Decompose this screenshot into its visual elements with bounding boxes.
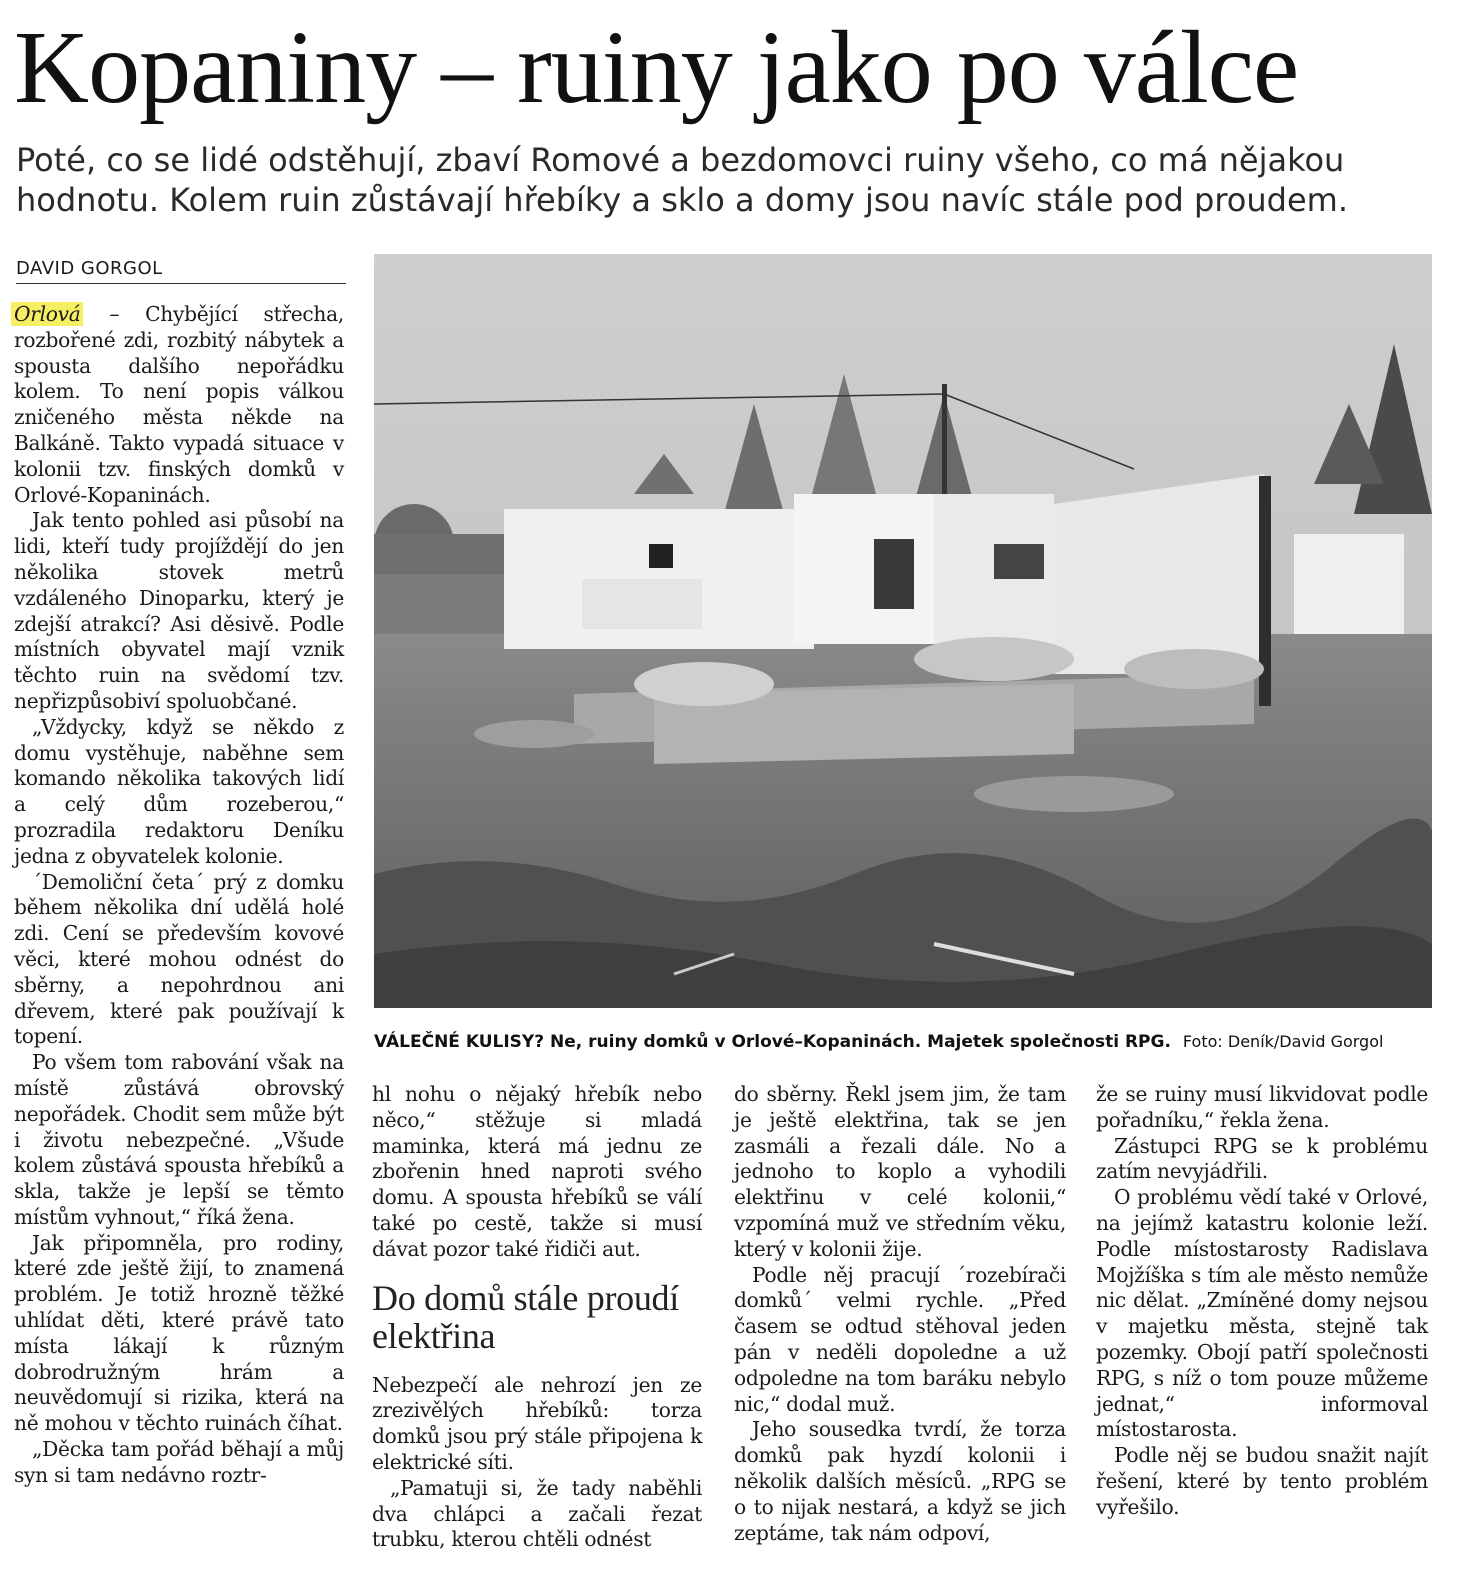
paragraph: Jak připomněla, pro rodiny, které zde ještě žijí, to znamená problém. Je totiž hrozně těžké uhlídat děti, které právě tato místa lákají k různým dobrodružným hrám a neuvědomují si rizika, která na ně mohou v těchto ruinách číhat.: [14, 1230, 344, 1436]
paragraph: Podle něj se budou snažit najít řešení, které by tento problém vyřešilo.: [1096, 1443, 1428, 1519]
article-column-3: [734, 1082, 1066, 1546]
caption-text: VÁLEČNÉ KULISY? Ne, ruiny domků v Orlové–Kopaninách. Majetek společnosti RPG.: [374, 1032, 1171, 1052]
paragraph: „Vždycky, když se někdo z domu vystěhuje, naběhne sem komando několika takových lidí a celý dům rozeberou,“ prozradila redaktoru Deníku jedna z obyvatelek kolonie.: [14, 714, 344, 868]
lead-paragraph: [14, 302, 344, 508]
paragraph: Jak tento pohled asi působí na lidi, kteří tudy projíždějí do jen několika stovek metrů vzdáleného Dinoparku, který je zdejší atrakcí? Asi děsivě. Podle místních obyvatel mají vznik těchto ruin na svědomí tzv. nepřizpůsobiví spoluobčané.: [14, 508, 344, 713]
subhead-line: Poté, co se lidé odstěhují, zbaví Romové a bezdomovci ruiny všeho, co má nějakou: [16, 141, 1345, 179]
ruins-photo: [374, 254, 1432, 1008]
lead-text: – Chybějící střecha, rozbořené zdi, rozbitý nábytek a spousta dalšího nepořádku kolem. To není popis válkou zničeného města někde na Balkáně. Takto vypadá situace v kolonii tzv. finských domků v Orlové-Kopaninách.: [14, 302, 344, 507]
photo-credit: Foto: Deník/David Gorgol: [1182, 1032, 1384, 1051]
byline: DAVID GORGOL: [16, 258, 346, 284]
photo-caption: [374, 1032, 1444, 1052]
article-column-1: [14, 302, 344, 1489]
paragraph: Podle něj pracují ´rozebírači domků´ velmi rychle. „Před časem se odtud stěhoval jeden pán v neděli dopoledne a už odpoledne na tom baráku nebylo nic,“ dodal muž.: [734, 1262, 1066, 1416]
paragraph: že se ruiny musí likvidovat podle pořadníku,“ řekla žena.: [1096, 1082, 1428, 1132]
paragraph: Nebezpečí ale nehrozí jen ze zrezivělých hřebíků: torza domků jsou prý stále připojena k elektrické síti.: [372, 1372, 702, 1474]
article-column-4: [1096, 1082, 1428, 1521]
paragraph: Jeho sousedka tvrdí, že torza domků pak hyzdí kolonii i několik dalších měsíců. „RPG se o to nijak nestará, a když se jich zeptáme, tak nám odpoví,: [734, 1417, 1066, 1545]
paragraph: O problému vědí také v Orlové, na jejímž katastru kolonie leží. Podle místostarosty Radislava Mojžíška s tím ale město nemůže nic dělat. „Zmíněné domy nejsou v majetku města, stejně tak pozemky. Obojí patří společnosti RPG, s níž o tom pouze můžeme jednat,“ informoval místostarosta.: [1096, 1185, 1428, 1442]
paragraph: Po všem tom rabování však na místě zůstává obrovský nepořádek. Chodit sem může být i životu nebezpečné. „Všude kolem zůstává spousta hřebíků a skla, takže je lepší se těmto místům vyhnout,“ říká žena.: [14, 1050, 344, 1229]
article-column-2: [372, 1082, 702, 1553]
paragraph: do sběrny. Řekl jsem jim, že tam je ještě elektřina, tak se jen zasmáli a řezali dále. No a jednoho to koplo a vyhodili elektřinu v celé kolonii,“ vzpomíná muž ve středním věku, který v kolonii žije.: [734, 1082, 1066, 1261]
subhead: [16, 140, 1446, 220]
paragraph: „Děcka tam pořád běhají a můj syn si tam nedávno roztr-: [14, 1437, 344, 1487]
headline: Kopaniny – ruiny jako po válce: [14, 10, 1299, 125]
paragraph: „Pamatuji si, že tady naběhli dva chlápci a začali řezat trubku, kterou chtěli odnést: [372, 1475, 702, 1552]
subhead-line: hodnotu. Kolem ruin zůstávají hřebíky a sklo a domy jsou navíc stále pod proudem.: [16, 181, 1348, 219]
ruins-illustration: [374, 254, 1432, 1008]
paragraph: hl nohu o nějaký hřebík nebo něco,“ stěžuje si mladá maminka, která má jednu ze zbořenin hned naproti svého domu. A spousta hřebíků se válí také po cestě, takže si musí dávat pozor také řidiči aut.: [372, 1082, 702, 1261]
paragraph: Zástupci RPG se k problému zatím nevyjádřili.: [1096, 1133, 1428, 1184]
place-highlight: Orlová: [11, 302, 83, 326]
paragraph: ´Demoliční četa´ prý z domku během několika dní udělá holé zdi. Cení se především kovové věci, které mohou odnést do sběrny, a nepohrdnou ani dřevem, které pak používají k topení.: [14, 869, 344, 1049]
section-subtitle: Do domů stále proudí elektřina: [372, 1277, 679, 1356]
